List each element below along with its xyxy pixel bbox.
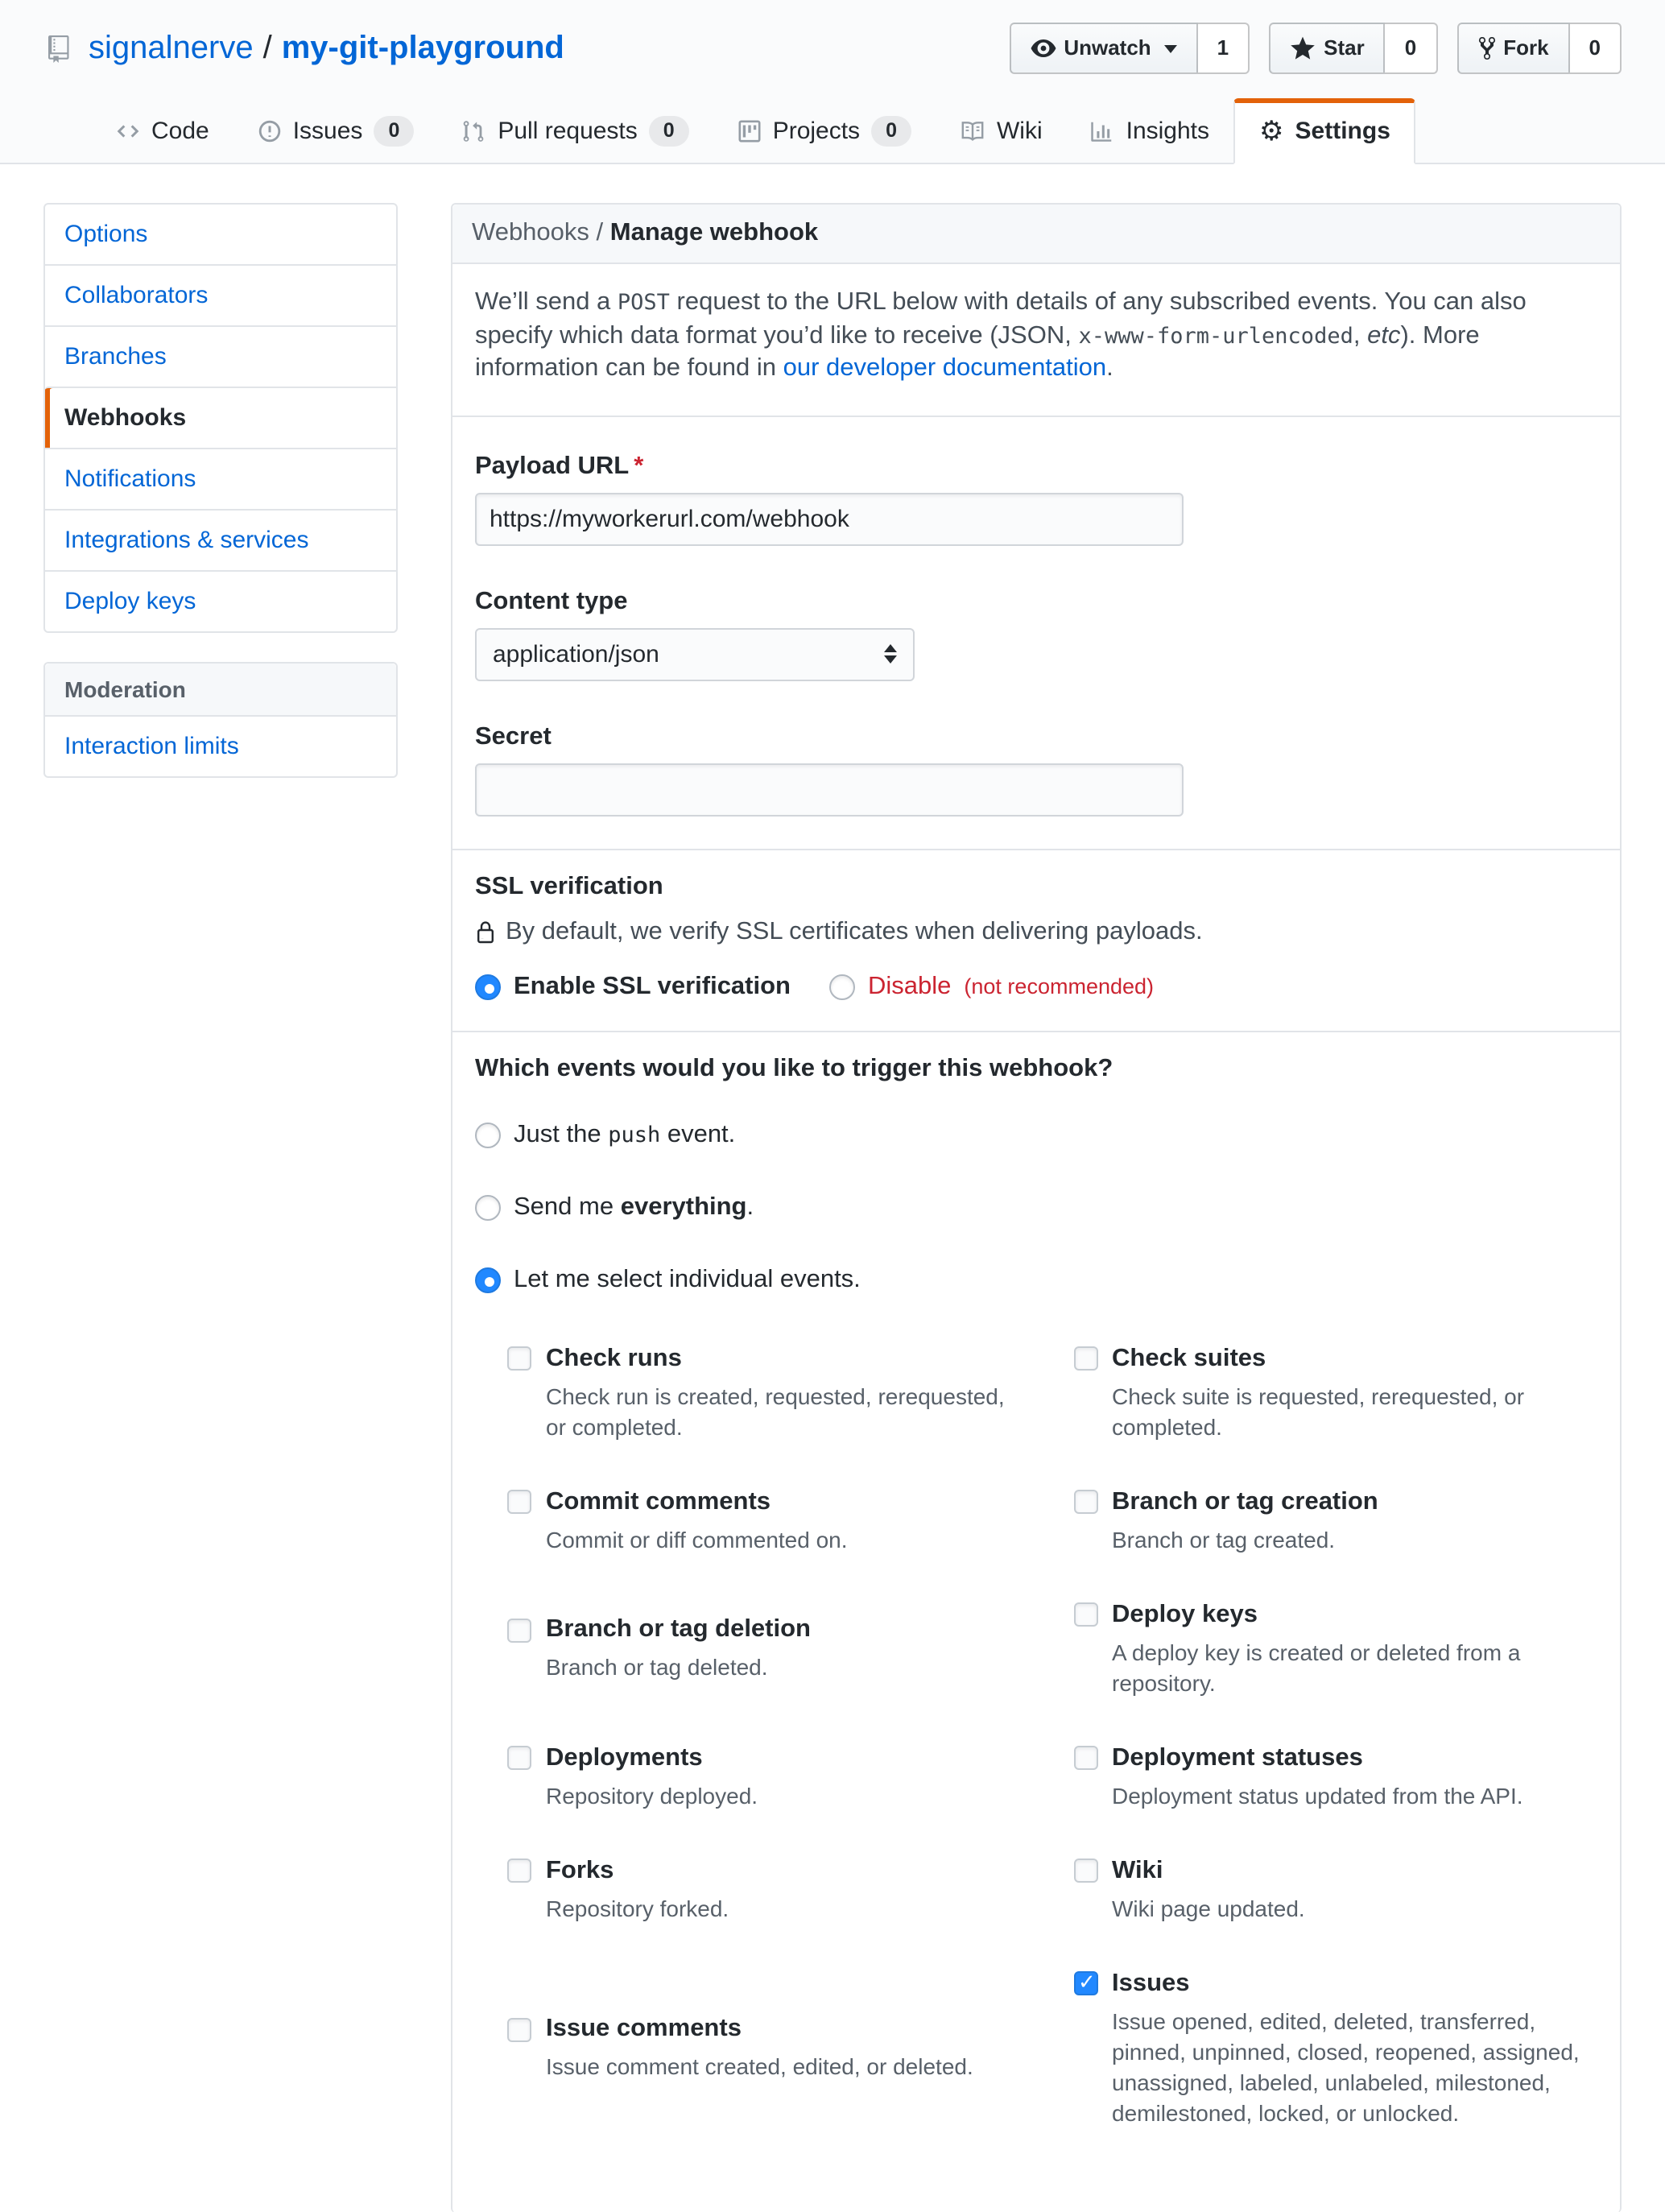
event-branch-deletion: Branch or tag deletion Branch or tag deleted. [507,1615,1025,1683]
secret-label: Secret [475,722,552,750]
event-deploy-keys-label[interactable]: Deploy keys [1073,1600,1591,1629]
social-buttons [1009,23,1622,74]
projects-counter: 0 [871,116,911,147]
code-icon [116,119,140,143]
events-radio-individual[interactable]: Let me select individual events. [475,1251,1597,1309]
required-asterisk: * [634,452,644,479]
pulls-counter: 0 [649,116,689,147]
lock-icon [475,919,496,945]
repo-tabs [43,97,1622,163]
fork-button[interactable] [1456,23,1569,74]
payload-url-label: Payload URL * [475,452,644,479]
tab-settings[interactable] [1233,98,1416,164]
issues-counter: 0 [374,116,414,147]
watch-count[interactable]: 1 [1198,23,1250,74]
event-wiki: Wiki Wiki page updated. [1073,1856,1591,1924]
developer-docs-link[interactable]: our developer documentation [783,354,1107,382]
urlencoded-code: x-www-form-urlencoded [1078,323,1353,349]
star-button-group [1269,23,1437,74]
issues-checkbox[interactable] [1073,1971,1097,1995]
repo-name-link[interactable]: my-git-playground [281,30,564,65]
event-wiki-label[interactable]: Wiki [1073,1856,1591,1885]
event-check-suites-label[interactable]: Check suites [1073,1344,1591,1373]
settings-menu [43,203,398,633]
repo-owner-link[interactable]: signalnerve [89,30,254,65]
ssl-enable-radio[interactable] [475,974,501,999]
deployment-statuses-checkbox[interactable] [1073,1746,1097,1770]
sidebar-item-integrations[interactable]: Integrations & services [45,509,396,570]
breadcrumb-current: Manage webhook [609,219,819,246]
star-button[interactable] [1269,23,1386,74]
project-icon [737,119,762,143]
sidebar-item-deploy-keys[interactable]: Deploy keys [45,570,396,631]
watch-button-group [1009,23,1250,74]
event-branch-creation-label[interactable]: Branch or tag creation [1073,1487,1591,1516]
sidebar-item-webhooks[interactable]: Webhooks [45,387,396,448]
sidebar-item-interaction-limits[interactable]: Interaction limits [45,715,396,776]
breadcrumb [452,205,1620,264]
tab-settings-label: Settings [1295,117,1390,144]
fork-label: Fork [1503,35,1549,60]
event-issues-label[interactable]: ✓ Issues [1073,1969,1591,1998]
event-issue-comments: Issue comments Issue comment created, edited, or deleted. [507,2015,1025,2082]
tab-pulls-label: Pull requests [498,118,638,145]
webhook-description: We’ll send a POST request to the URL below with details of any subscribed events. You can also specify which data format you’d like to receive (JSON, x-www-form-urlencoded, etc). More information can be found in our developer documentation. [475,288,1527,382]
event-check-runs-label[interactable]: Check runs [507,1344,1025,1373]
content-type-value: application/json [493,640,659,668]
event-branch-deletion-label[interactable]: Branch or tag deletion [507,1615,1025,1644]
event-branch-creation: Branch or tag creation Branch or tag created. [1073,1487,1591,1555]
sidebar-item-notifications[interactable]: Notifications [45,448,396,509]
breadcrumb-divider: / [596,219,610,246]
ssl-note-text: By default, we verify SSL certificates when delivering payloads. [506,917,1203,945]
graph-icon [1091,119,1115,143]
pull-request-icon [462,119,486,143]
secret-input[interactable] [475,763,1184,816]
deploy-keys-checkbox[interactable] [1073,1602,1097,1627]
event-commit-comments-label[interactable]: Commit comments [507,1487,1025,1516]
post-code: POST [617,290,670,316]
webhook-panel [451,203,1622,2212]
ssl-enable-radio-option[interactable] [475,972,791,1001]
settings-sidebar [43,203,398,2212]
chevron-down-icon [1164,44,1177,52]
individual-events-radio[interactable] [475,1267,501,1292]
push-radio[interactable] [475,1122,501,1147]
repo-pagehead [0,0,1665,164]
issue-icon [258,119,282,143]
issue-comments-checkbox[interactable] [507,2017,531,2041]
content-type-select[interactable] [475,627,915,680]
events-radio-push[interactable]: Just the push event. [475,1106,1597,1164]
events-grid [507,1344,1591,2128]
event-issue-comments-label[interactable]: Issue comments [507,2015,1025,2044]
tab-wiki[interactable] [936,98,1067,164]
sidebar-item-branches[interactable]: Branches [45,325,396,387]
fork-count[interactable]: 0 [1570,23,1622,74]
branch-creation-checkbox[interactable] [1073,1490,1097,1514]
wiki-checkbox[interactable] [1073,1858,1097,1883]
gear-icon: ⚙ [1259,115,1284,146]
ssl-heading: SSL verification [475,872,663,899]
event-commit-comments: Commit comments Commit or diff commented on. [507,1487,1025,1555]
fork-icon [1477,35,1495,61]
event-issues: ✓ Issues Issue opened, edited, deleted, transferred, pinned, unpinned, closed, reopened, assigned, unassigned, labeled, unlabeled, milestoned, demilestoned, locked, or unlocked. [1073,1969,1591,2128]
commit-comments-checkbox[interactable] [507,1490,531,1514]
unwatch-label: Unwatch [1064,35,1151,60]
ssl-disable-label: Disable [868,972,952,999]
star-icon [1290,35,1316,61]
events-section [452,1032,1620,2212]
tab-issues-label: Issues [292,118,363,145]
star-label: Star [1324,35,1365,60]
everything-radio[interactable] [475,1194,501,1220]
eye-icon [1030,35,1056,61]
branch-deletion-checkbox[interactable] [507,1618,531,1642]
event-deployment-statuses-label[interactable]: Deployment statuses [1073,1743,1591,1772]
sidebar-item-options[interactable]: Options [64,221,148,248]
star-count[interactable]: 0 [1386,23,1437,74]
content-type-label: Content type [475,587,628,614]
tab-code[interactable] [92,98,233,164]
tab-insights[interactable] [1067,98,1233,164]
check-runs-checkbox[interactable] [507,1346,531,1371]
deployments-checkbox[interactable] [507,1746,531,1770]
repo-separator: / [262,30,272,65]
event-check-suites: Check suites Check suite is requested, rerequested, or completed. [1073,1344,1591,1442]
tab-wiki-label: Wiki [996,118,1043,145]
sidebar-item-collaborators[interactable]: Collaborators [45,264,396,325]
book-icon [960,119,985,143]
webhook-form-section [452,416,1620,850]
event-check-runs: Check runs Check run is created, requested, rerequested, or completed. [507,1344,1025,1442]
repo-icon [48,35,76,62]
event-deployments-label[interactable]: Deployments [507,1743,1025,1772]
events-radio-everything[interactable]: Send me everything. [475,1178,1597,1236]
event-forks: Forks Repository forked. [507,1856,1025,1924]
fork-button-group [1456,23,1622,74]
events-heading: Which events would you like to trigger this webhook? [475,1054,1113,1081]
event-deploy-keys: Deploy keys A deploy key is created or deleted from a repository. [1073,1600,1591,1698]
tab-code-label: Code [151,118,209,145]
ssl-enable-label: Enable SSL verification [514,972,791,999]
check-suites-checkbox[interactable] [1073,1346,1097,1371]
ssl-disable-note: (not recommended) [964,974,1155,999]
tab-insights-label: Insights [1126,118,1210,145]
moderation-header: Moderation [45,664,396,715]
breadcrumb-webhooks[interactable]: Webhooks [472,219,589,246]
event-deployment-statuses: Deployment statuses Deployment status updated from the API. [1073,1743,1591,1811]
ssl-disable-radio-option[interactable] [829,972,1154,1001]
ssl-verification-section [452,850,1620,1032]
webhook-description-section [452,264,1620,416]
forks-checkbox[interactable] [507,1858,531,1883]
moderation-menu [43,662,398,778]
tab-issues[interactable] [233,98,439,164]
event-deployments: Deployments Repository deployed. [507,1743,1025,1811]
payload-url-input[interactable] [475,492,1184,545]
tab-projects-label: Projects [772,118,861,145]
repo-title [48,30,564,67]
unwatch-button[interactable] [1009,23,1197,74]
select-caret-icon [884,644,897,664]
tab-projects[interactable] [713,98,936,164]
ssl-disable-radio[interactable] [829,974,855,999]
event-forks-label[interactable]: Forks [507,1856,1025,1885]
tab-pull-requests[interactable] [438,98,713,164]
